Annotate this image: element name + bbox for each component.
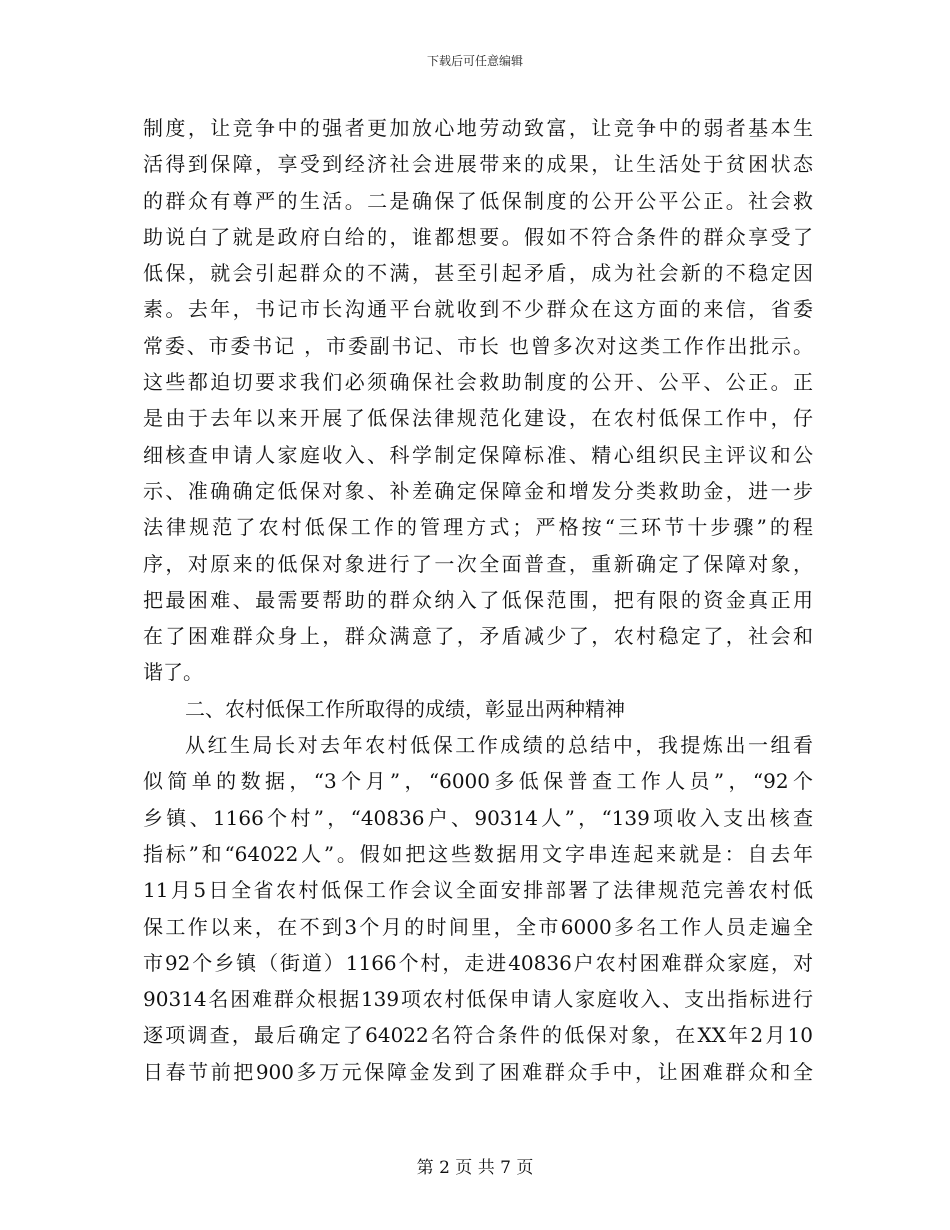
page-number: 第 2 页 共 7 页: [416, 1158, 534, 1178]
text-line: 序，对原来的低保对象进行了一次全面普查，重新确定了保障对象，: [143, 551, 813, 576]
text-line: 在了困难群众身上，群众满意了，矛盾减少了，农村稳定了，社会和: [143, 624, 813, 649]
text-line: 制度，让竞争中的强者更加放心地劳动致富，让竞争中的弱者基本生: [143, 116, 813, 140]
text-line: 素。去年，书记市长沟通平台就收到不少群众在这方面的来信，省委: [143, 297, 813, 322]
text-line: 谐了。: [143, 660, 203, 685]
text-line: 把最困难、最需要帮助的群众纳入了低保范围，把有限的资金真正用: [143, 587, 813, 612]
text-line: 细核查申请人家庭收入、科学制定保障标准、精心组织民主评议和公: [143, 442, 813, 467]
text-line: 这些都迫切要求我们必须确保社会救助制度的公开、公平、公正。正: [143, 370, 813, 395]
text-line: 常委、市委书记 ，市委副书记、市长 也曾多次对这类工作作出批示。: [143, 333, 813, 358]
text-line: 逐项调查，最后确定了64022名符合条件的低保对象，在XX年2月10: [143, 1023, 813, 1048]
text-line: 似简单的数据，“3个月”，“6000多低保普查工作人员”，“92个: [143, 769, 813, 794]
text-line: 的群众有尊严的生活。二是确保了低保制度的公开公平公正。社会救: [143, 188, 813, 213]
text-line: 11月5日全省农村低保工作会议全面安排部署了法律规范完善农村低: [143, 878, 813, 903]
text-line: 日春节前把900多万元保障金发到了困难群众手中，让困难群众和全: [143, 1059, 813, 1084]
text-line: 法律规范了农村低保工作的管理方式；严格按“三环节十步骤”的程: [143, 515, 813, 540]
text-line: 活得到保障，享受到经济社会进展带来的成果，让生活处于贫困状态: [143, 152, 813, 177]
page-header-note: 下载后可任意编辑: [426, 54, 523, 68]
text-line: 乡镇、1166个村”，“40836户、90314人”，“139项收入支出核查: [143, 805, 813, 830]
text-line: 保工作以来，在不到3个月的时间里，全市6000多名工作人员走遍全: [143, 914, 813, 939]
text-line: 是由于去年以来开展了低保法律规范化建设，在农村低保工作中，仔: [143, 406, 813, 431]
text-line: 低保，就会引起群众的不满，甚至引起矛盾，成为社会新的不稳定因: [143, 261, 813, 286]
text-line: 助说白了就是政府白给的，谁都想要。假如不符合条件的群众享受了: [143, 224, 813, 249]
text-line: 示、准确确定低保对象、补差确定保障金和增发分类救助金，进一步: [143, 478, 813, 503]
text-line: 指标”和“64022人”。假如把这些数据用文字串连起来就是：自去年: [143, 841, 813, 866]
text-line: 90314名困难群众根据139项农村低保申请人家庭收入、支出指标进行: [143, 987, 813, 1012]
text-line: 从红生局长对去年农村低保工作成绩的总结中，我提炼出一组看: [185, 733, 813, 758]
text-line: 市92个乡镇（街道）1166个村，走进40836户农村困难群众家庭，对: [143, 950, 813, 975]
document-body: [143, 110, 813, 1090]
section-heading: 二、农村低保工作所取得的成绩，彰显出两种精神: [185, 696, 625, 721]
